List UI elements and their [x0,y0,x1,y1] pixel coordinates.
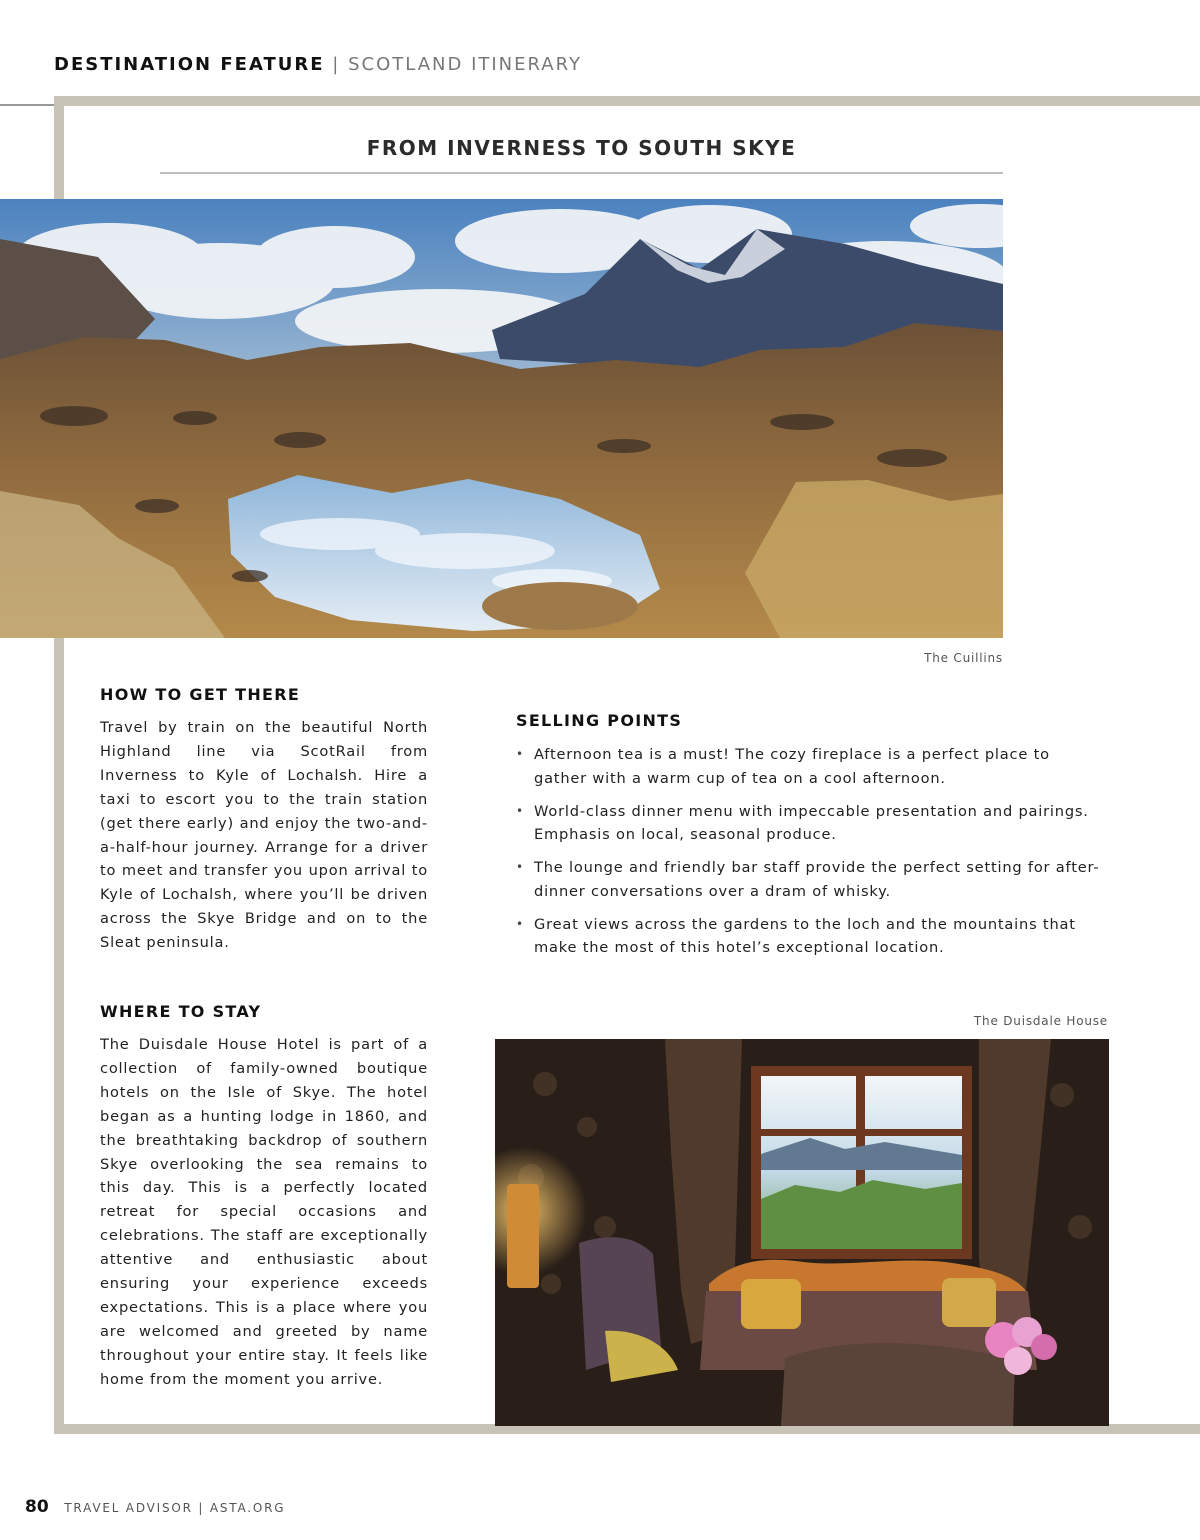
right-cushion [942,1278,996,1327]
where-to-stay-heading: WHERE TO STAY [100,1002,262,1021]
hero-caption: The Cuillins [924,651,1003,665]
room-caption: The Duisdale House [973,1014,1108,1028]
feature-title: FROM INVERNESS TO SOUTH SKYE [366,136,797,160]
selling-point: • World-class dinner menu with impeccable presentation and pairings. Emphasis on local, seasonal produce. [516,800,1106,847]
selling-points-heading: SELLING POINTS [516,711,683,730]
header-rule [0,104,56,106]
left-cushion [741,1279,801,1329]
header-section: DESTINATION FEATURE [54,54,325,75]
how-body: Travel by train on the beautiful North Highland line via ScotRail from Inverness to Kyle of Lochalsh. Hire a taxi to escort you to the train station (get there early) and enjoy the two-and-a-half-hour journey. Arrange for a driver to meet and transfer you upon arrival to Kyle of Lochalsh, where you’ll be driven across the Skye Bridge and on to the Sleat peninsula. [100,719,428,952]
header-separator: | [332,54,341,75]
selling-point: • Afternoon tea is a must! The cozy fireplace is a perfect place to gather with a warm cup of tea on a cool afternoon. [516,743,1106,790]
grass-tuft [482,582,638,630]
hero-image [0,199,1003,638]
header-kicker [54,54,582,75]
how-heading: HOW TO GET THERE [100,685,301,704]
selling-point: • Great views across the gardens to the loch and the mountains that make the most of this hotel’s exceptional location. [516,913,1106,960]
floor-lamp [507,1184,539,1288]
garden-trees [761,1180,962,1249]
hero-landscape-illustration [0,199,1003,638]
selling-points-list [516,743,1106,969]
header-subsection: SCOTLAND ITINERARY [348,54,582,75]
title-divider [160,172,1003,174]
window-transom [761,1129,962,1136]
page-footer [25,1497,285,1517]
duisdale-room-illustration [495,1039,1109,1426]
where-to-stay-body: The Duisdale House Hotel is part of a collection of family-owned boutique hotels on the Isle of Skye. The hotel began as a hunting lodge in 1860, and the breathtaking backdrop of southern Skye overlooking the sea remains to this day. This is a perfectly located retreat for special occasions and celebrations. The staff are exceptionally attentive and enthusiastic about ensuring your experience exceeds expectations. This is a place where you are welcomed and greeted by name throughout your entire stay. It feels like home from the moment you arrive. [100,1036,428,1388]
selling-point: • The lounge and friendly bar staff provide the perfect setting for after-dinner conversations over a dram of whisky. [516,856,1106,903]
page-number: 80 [25,1497,49,1517]
publication-name: TRAVEL ADVISOR | ASTA.ORG [64,1501,286,1515]
foreground-ottoman [781,1343,1015,1426]
duisdale-room-image [495,1039,1109,1426]
